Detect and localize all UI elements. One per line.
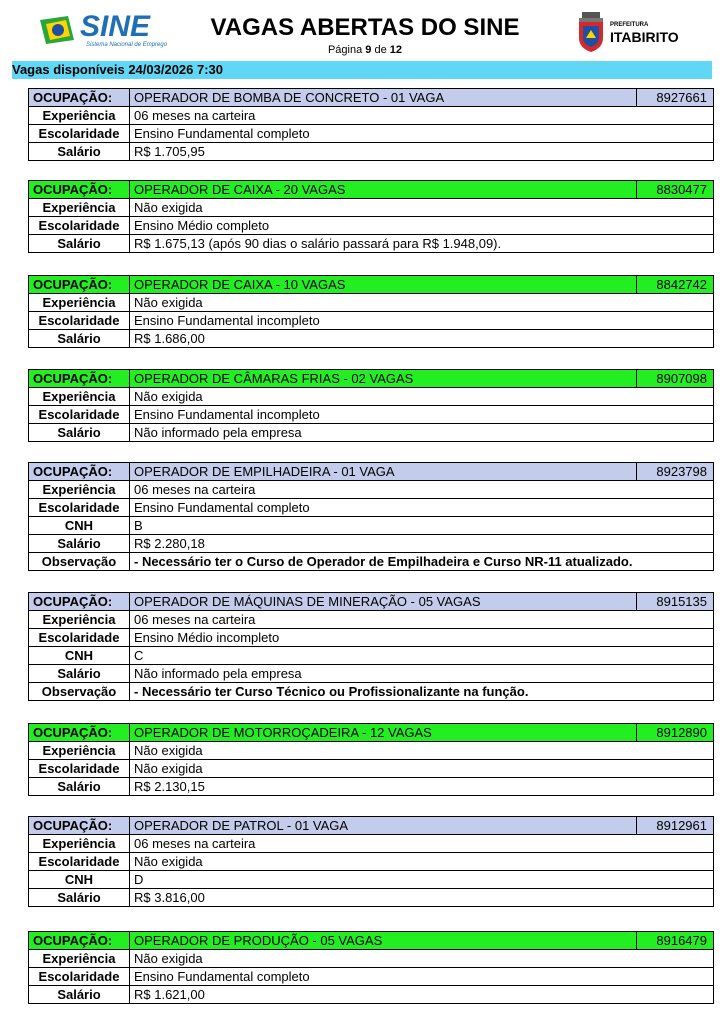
note-value: - Necessário ter Curso Técnico ou Profissionalizante na função. [130, 683, 714, 701]
salary-value: Não informado pela empresa [130, 665, 714, 683]
license-label: CNH [29, 647, 130, 665]
occupation-label: OCUPAÇÃO: [29, 370, 130, 388]
experience-label: Experiência [29, 294, 130, 312]
experience-label: Experiência [29, 835, 130, 853]
salary-label: Salário [29, 889, 130, 907]
salary-value: Não informado pela empresa [130, 424, 714, 442]
salary-label: Salário [29, 330, 130, 348]
salary-value: R$ 2.280,18 [130, 535, 714, 553]
license-value: C [130, 647, 714, 665]
schooling-label: Escolaridade [29, 312, 130, 330]
occupation-label: OCUPAÇÃO: [29, 89, 130, 107]
note-row [29, 683, 714, 701]
experience-value: 06 meses na carteira [130, 481, 714, 499]
salary-value: R$ 2.130,15 [130, 778, 714, 796]
experience-row [29, 294, 714, 312]
job-title: OPERADOR DE CAIXA - 10 VAGAS [130, 276, 637, 294]
salary-value: R$ 1.675,13 (após 90 dias o salário passará para R$ 1.948,09). [130, 235, 714, 253]
schooling-row [29, 968, 714, 986]
job-card [28, 931, 714, 1004]
salary-value: R$ 1.621,00 [130, 986, 714, 1004]
availability-banner: Vagas disponíveis 24/03/2026 7:30 [12, 61, 712, 79]
experience-label: Experiência [29, 199, 130, 217]
schooling-row [29, 499, 714, 517]
salary-label: Salário [29, 986, 130, 1004]
page-total: 12 [389, 44, 403, 56]
job-header-row [29, 724, 714, 742]
job-code: 8842742 [637, 276, 714, 294]
salary-label: Salário [29, 235, 130, 253]
job-code: 8923798 [637, 463, 714, 481]
schooling-row [29, 217, 714, 235]
salary-value: R$ 3.816,00 [130, 889, 714, 907]
schooling-label: Escolaridade [29, 499, 130, 517]
experience-row [29, 481, 714, 499]
job-card [28, 462, 714, 571]
schooling-label: Escolaridade [29, 968, 130, 986]
job-card [28, 723, 714, 796]
experience-value: Não exigida [130, 294, 714, 312]
job-title: OPERADOR DE MOTORROÇADEIRA - 12 VAGAS [130, 724, 637, 742]
experience-row [29, 107, 714, 125]
salary-value: R$ 1.686,00 [130, 330, 714, 348]
job-title: OPERADOR DE EMPILHADEIRA - 01 VAGA [130, 463, 637, 481]
prefeitura-logo [576, 12, 688, 52]
license-row [29, 871, 714, 889]
city-crest-icon [576, 12, 606, 52]
schooling-label: Escolaridade [29, 853, 130, 871]
job-title: OPERADOR DE MÁQUINAS DE MINERAÇÃO - 05 VAGAS [130, 593, 637, 611]
salary-row [29, 330, 714, 348]
job-header-row [29, 89, 714, 107]
note-row [29, 553, 714, 571]
salary-row [29, 424, 714, 442]
schooling-value: Ensino Fundamental incompleto [130, 312, 714, 330]
job-code: 8915135 [637, 593, 714, 611]
salary-label: Salário [29, 665, 130, 683]
job-title: OPERADOR DE CÂMARAS FRIAS - 02 VAGAS [130, 370, 637, 388]
job-code: 8927661 [637, 89, 714, 107]
sine-logo-text: SINE [80, 10, 151, 43]
schooling-row [29, 312, 714, 330]
job-code: 8830477 [637, 181, 714, 199]
schooling-label: Escolaridade [29, 125, 130, 143]
schooling-label: Escolaridade [29, 406, 130, 424]
occupation-label: OCUPAÇÃO: [29, 463, 130, 481]
salary-row [29, 535, 714, 553]
job-card [28, 88, 714, 161]
job-header-row [29, 817, 714, 835]
schooling-row [29, 629, 714, 647]
schooling-value: Não exigida [130, 760, 714, 778]
schooling-value: Ensino Fundamental completo [130, 499, 714, 517]
schooling-label: Escolaridade [29, 760, 130, 778]
job-header-row [29, 276, 714, 294]
salary-row [29, 889, 714, 907]
page-current: 9 [365, 44, 372, 56]
job-header-row [29, 593, 714, 611]
occupation-label: OCUPAÇÃO: [29, 276, 130, 294]
salary-row [29, 235, 714, 253]
document-title: VAGAS ABERTAS DO SINE [210, 14, 520, 41]
note-label: Observação [29, 683, 130, 701]
schooling-row [29, 406, 714, 424]
experience-label: Experiência [29, 107, 130, 125]
schooling-value: Ensino Médio incompleto [130, 629, 714, 647]
experience-label: Experiência [29, 481, 130, 499]
occupation-label: OCUPAÇÃO: [29, 724, 130, 742]
license-row [29, 647, 714, 665]
experience-value: Não exigida [130, 388, 714, 406]
salary-row [29, 143, 714, 161]
salary-row [29, 665, 714, 683]
job-title: OPERADOR DE BOMBA DE CONCRETO - 01 VAGA [130, 89, 637, 107]
experience-row [29, 835, 714, 853]
license-value: D [130, 871, 714, 889]
salary-row [29, 986, 714, 1004]
job-header-row [29, 181, 714, 199]
salary-label: Salário [29, 143, 130, 161]
salary-label: Salário [29, 424, 130, 442]
page-separator: de [374, 44, 387, 56]
experience-value: Não exigida [130, 950, 714, 968]
job-header-row [29, 932, 714, 950]
job-card [28, 816, 714, 907]
job-card [28, 369, 714, 442]
job-card [28, 592, 714, 701]
experience-value: Não exigida [130, 742, 714, 760]
job-header-row [29, 463, 714, 481]
city-name: ITABIRITO [610, 29, 679, 45]
occupation-label: OCUPAÇÃO: [29, 817, 130, 835]
schooling-row [29, 760, 714, 778]
experience-label: Experiência [29, 742, 130, 760]
job-header-row [29, 370, 714, 388]
experience-value: 06 meses na carteira [130, 107, 714, 125]
experience-row [29, 388, 714, 406]
brazil-flag-icon [38, 14, 76, 46]
note-value: - Necessário ter o Curso de Operador de Empilhadeira e Curso NR-11 atualizado. [130, 553, 714, 571]
schooling-value: Ensino Médio completo [130, 217, 714, 235]
job-code: 8916479 [637, 932, 714, 950]
job-title: OPERADOR DE PATROL - 01 VAGA [130, 817, 637, 835]
job-code: 8912890 [637, 724, 714, 742]
page-prefix: Página [327, 44, 363, 56]
experience-row [29, 199, 714, 217]
salary-row [29, 778, 714, 796]
sine-logo [38, 10, 168, 54]
schooling-value: Ensino Fundamental completo [130, 968, 714, 986]
occupation-label: OCUPAÇÃO: [29, 593, 130, 611]
note-label: Observação [29, 553, 130, 571]
experience-label: Experiência [29, 611, 130, 629]
occupation-label: OCUPAÇÃO: [29, 932, 130, 950]
experience-row [29, 950, 714, 968]
occupation-label: OCUPAÇÃO: [29, 181, 130, 199]
sine-logo-subtitle: Sistema Nacional de Emprego [86, 42, 168, 48]
experience-row [29, 611, 714, 629]
schooling-row [29, 125, 714, 143]
schooling-value: Ensino Fundamental incompleto [130, 406, 714, 424]
license-label: CNH [29, 871, 130, 889]
job-title: OPERADOR DE CAIXA - 20 VAGAS [130, 181, 637, 199]
salary-label: Salário [29, 778, 130, 796]
experience-label: Experiência [29, 388, 130, 406]
experience-value: 06 meses na carteira [130, 835, 714, 853]
license-label: CNH [29, 517, 130, 535]
schooling-label: Escolaridade [29, 629, 130, 647]
page-header [0, 0, 724, 60]
experience-label: Experiência [29, 950, 130, 968]
schooling-row [29, 853, 714, 871]
schooling-value: Não exigida [130, 853, 714, 871]
experience-value: Não exigida [130, 199, 714, 217]
schooling-value: Ensino Fundamental completo [130, 125, 714, 143]
job-card [28, 275, 714, 348]
page-number [190, 44, 540, 56]
prefeitura-label: PREFEITURA [610, 22, 649, 28]
job-title: OPERADOR DE PRODUÇÃO - 05 VAGAS [130, 932, 637, 950]
schooling-label: Escolaridade [29, 217, 130, 235]
job-code: 8912961 [637, 817, 714, 835]
experience-value: 06 meses na carteira [130, 611, 714, 629]
job-card [28, 180, 714, 253]
license-value: B [130, 517, 714, 535]
salary-label: Salário [29, 535, 130, 553]
license-row [29, 517, 714, 535]
salary-value: R$ 1.705,95 [130, 143, 714, 161]
experience-row [29, 742, 714, 760]
job-code: 8907098 [637, 370, 714, 388]
